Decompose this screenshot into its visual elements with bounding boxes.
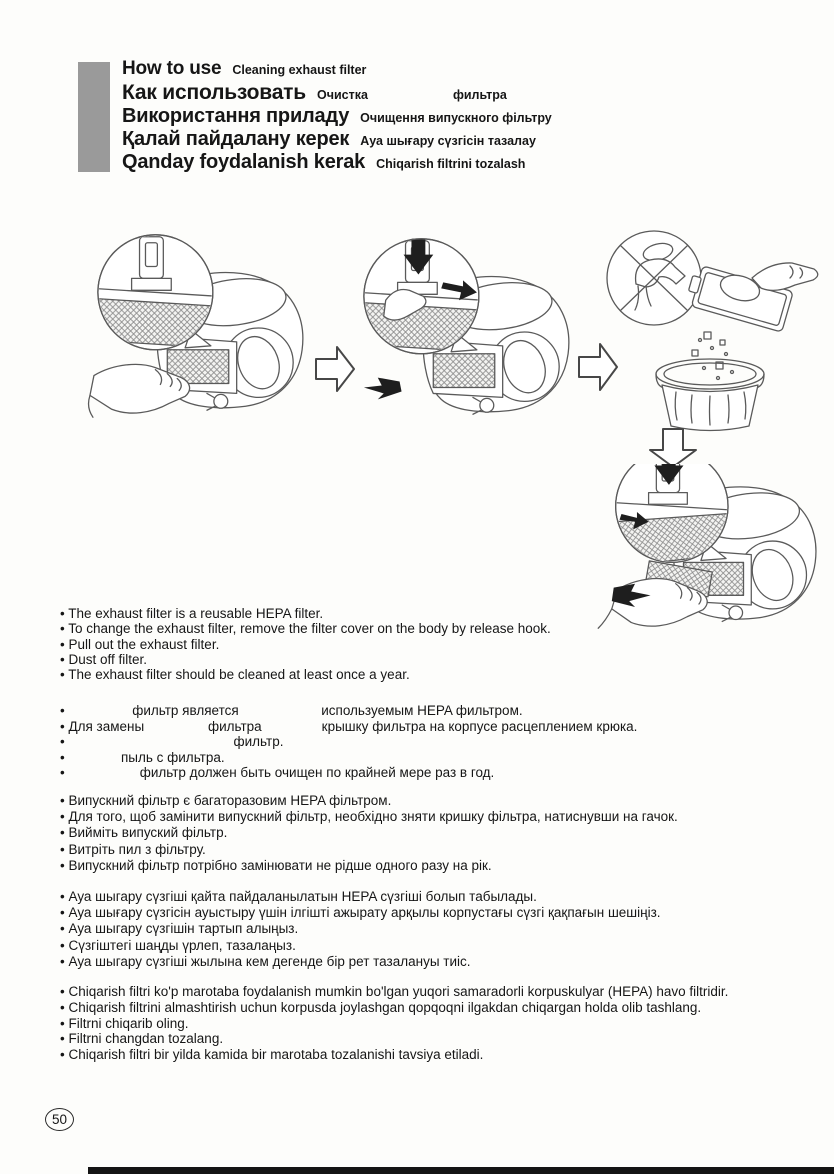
instruction-line: • Filtrni chiqarib oling.: [60, 1015, 189, 1031]
no-water-wash-icon: [607, 231, 701, 325]
title-uk: Використання приладу: [122, 104, 350, 127]
instructions-ukrainian: [60, 793, 825, 874]
magnifier-inset: [607, 464, 735, 571]
instruction-line: • Ауа шыгару сүзгішін тартып алыңыз.: [60, 921, 299, 937]
instruction-line: • Витріть пил з фільтру.: [60, 841, 206, 857]
subtitle-uz: Chiqarish filtrini tozalash: [376, 157, 526, 172]
page-number-badge: 50: [45, 1108, 74, 1131]
trash-bin-icon: [656, 359, 764, 431]
subtitle-ru-part1: Очистка: [316, 88, 368, 103]
title-en: How to use: [122, 58, 222, 79]
instruction-line: • Dust off filter.: [60, 651, 148, 667]
header-accent-bar: [78, 62, 110, 172]
instruction-line: • Chiqarish filtrini almashtirish uchun korpusda joylashgan qopqoqni ilgakdan chiqargan holda olib tashlang.: [60, 999, 702, 1015]
instructions-english: [60, 606, 800, 682]
subtitle-uk: Очищення випускного фільтру: [360, 110, 552, 125]
header-row-uk: [122, 105, 552, 128]
title-kk: Қалай пайдалану керек: [122, 127, 350, 150]
instruction-line: • Ауа шығару сүзгісін ауыстыру үшін ілгішті ажырату арқылы корпустағы сүзгі қақпағын шешіңіз.: [60, 905, 661, 921]
instruction-line: • To change the exhaust filter, remove the filter cover on the body by release hook.: [60, 621, 551, 637]
title-ru: Как использовать: [122, 81, 306, 105]
instructions-kazakh: [60, 889, 825, 970]
title-uz: Qanday foydalanish kerak: [122, 151, 366, 174]
header-row-uz: [122, 151, 552, 174]
instructions-russian: [60, 703, 820, 781]
pull-out-arrow-icon: [364, 378, 402, 400]
instruction-line: • Ауа шыгару сүзгіші жылына кем дегенде бір рет тазалануы тиіс.: [60, 953, 471, 969]
header-row-ru: [122, 81, 552, 104]
instruction-line: • Вийміть випуский фільтр.: [60, 825, 228, 841]
instruction-line: • Випускний фільтр потрібно замінювати не рідше одного разу на рік.: [60, 857, 492, 873]
page-edge-bar: [88, 1167, 834, 1174]
instruction-line: • фильтр должен быть очищен по крайней мере раз в год.: [60, 765, 495, 780]
instruction-line: • фильтр является используемым HEPA фильтром.: [60, 703, 523, 718]
instruction-line: • пыль с фильтра.: [60, 749, 225, 765]
step1-illustration: [86, 226, 314, 426]
instruction-line: • Filtrni changdan tozalang.: [60, 1031, 224, 1047]
instruction-line: • The exhaust filter is a reusable HEPA filter.: [60, 606, 324, 621]
instruction-line: • фильтр.: [60, 734, 284, 749]
header-row-en: [122, 58, 552, 81]
step2-illustration: [352, 230, 580, 430]
instruction-line: • Chiqarish filtri bir yilda kamida bir marotaba tozalanishi tavsiya etiladi.: [60, 1047, 484, 1063]
dust-particles: [692, 332, 734, 380]
instruction-line: • Для замены фильтра крышку фильтра на корпусе расцеплением крюка.: [60, 718, 638, 734]
instruction-line: • Сүзгіштегі шаңды үрлеп, тазалаңыз.: [60, 937, 296, 953]
instructions-uzbek: [60, 984, 766, 1063]
instruction-line: • Pull out the exhaust filter.: [60, 636, 220, 652]
subtitle-ru-part2: фильтра: [452, 88, 507, 103]
instruction-line: • Chiqarish filtri ko'p marotaba foydalanish mumkin bo'lgan yuqori samaradorli korpuskulyar (HEPA) havo filtridir.: [60, 984, 729, 999]
subtitle-kk: Ауа шығару сүзгісін тазалау: [360, 133, 536, 148]
instruction-line: • The exhaust filter should be cleaned at least once a year.: [60, 667, 410, 683]
step3-illustration: [592, 222, 832, 434]
arrow-down-icon: [646, 427, 700, 469]
header-row-kk: [122, 128, 552, 151]
instruction-line: • Для того, щоб замінити випускний фільтр, необхідно зняти кришку фільтра, натиснувши на гачок.: [60, 809, 678, 825]
subtitle-en: Cleaning exhaust filter: [232, 63, 367, 77]
arrow-right-icon: [314, 344, 356, 394]
instruction-line: • Ауа шыгару сүзгіші қайта пайдаланылатын HEPA сүзгіші болып табылады.: [60, 889, 537, 904]
header: [122, 58, 552, 174]
instruction-line: • Випускний фільтр є багаторазовим HEPA фільтром.: [60, 793, 392, 808]
